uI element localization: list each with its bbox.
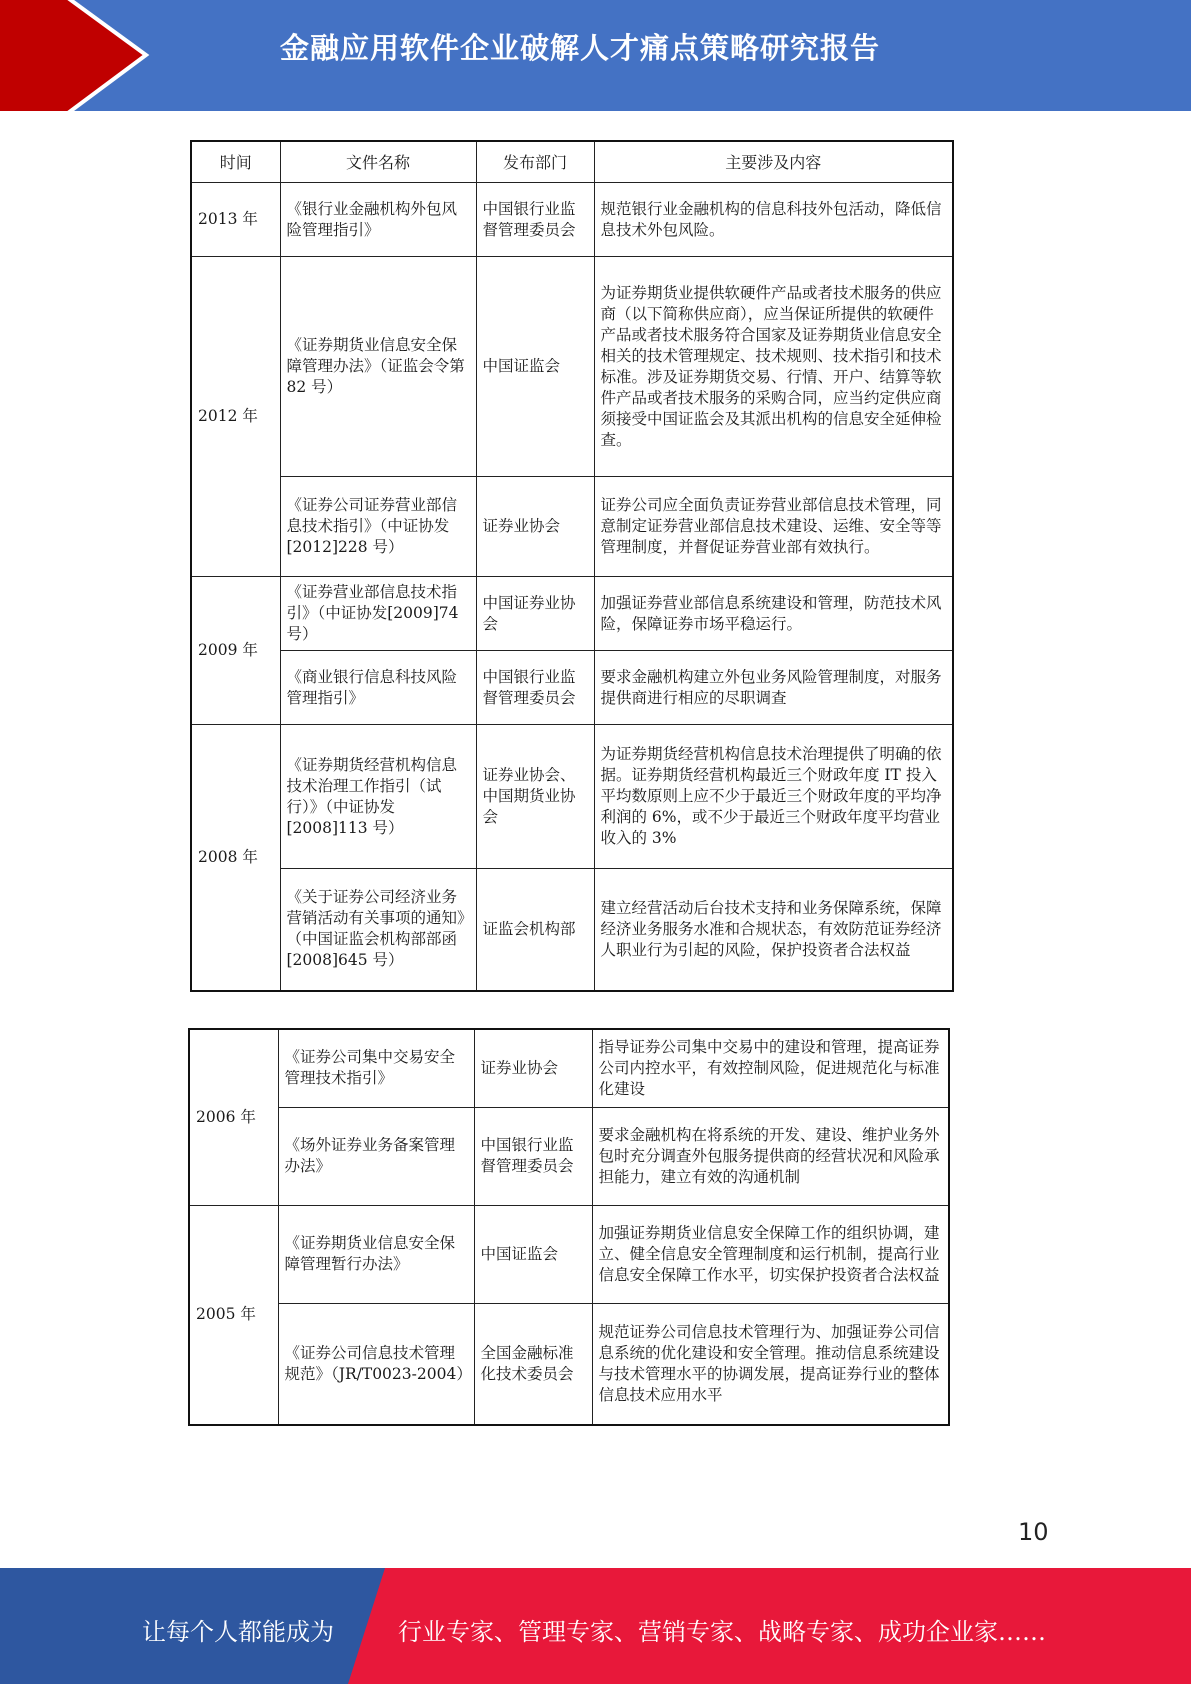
- header-time: 时间: [191, 141, 280, 183]
- content-cell: 加强证券期货业信息安全保障工作的组织协调，建立、健全信息安全管理制度和运行机制，提高行业信息安全保障工作水平，切实保护投资者合法权益: [592, 1205, 949, 1303]
- doc-name-cell: 《商业银行信息科技风险管理指引》: [280, 651, 476, 725]
- dept-cell: 中国银行业监督管理委员会: [474, 1107, 592, 1205]
- table-row: [191, 257, 953, 477]
- header-dept: 发布部门: [476, 141, 594, 183]
- content-cell: 加强证券营业部信息系统建设和管理，防范技术风险，保障证券市场平稳运行。: [594, 577, 953, 651]
- dept-cell: 中国银行业监督管理委员会: [476, 183, 594, 257]
- content-cell: 证券公司应全面负责证券营业部信息技术管理，同意制定证券营业部信息技术建设、运维、安全等等管理制度，并督促证券营业部有效执行。: [594, 477, 953, 577]
- table-row: [191, 725, 953, 869]
- doc-name-cell: 《证券公司信息技术管理规范》（JR/T0023-2004）: [278, 1303, 474, 1425]
- header-doc-name: 文件名称: [280, 141, 476, 183]
- footer-slogan-right: 行业专家、管理专家、营销专家、战略专家、成功企业家……: [398, 1618, 1046, 1646]
- regulation-table: [190, 140, 954, 992]
- report-title: 金融应用软件企业破解人才痛点策略研究报告: [280, 31, 881, 65]
- table-row: [189, 1205, 949, 1303]
- year-cell: 2009 年: [191, 577, 280, 725]
- footer-slogan-left: 让每个人都能成为: [142, 1618, 334, 1646]
- dept-cell: 证券业协会: [476, 477, 594, 577]
- table-row: [189, 1107, 949, 1205]
- dept-cell: 证券业协会: [474, 1029, 592, 1107]
- table-row: [191, 477, 953, 577]
- table-row: [189, 1303, 949, 1425]
- doc-name-cell: 《关于证券公司经济业务营销活动有关事项的通知》（中国证监会机构部部函[2008]645 号）: [280, 869, 476, 991]
- chevron-icon: [0, 0, 160, 111]
- doc-name-cell: 《证券公司集中交易安全管理技术指引》: [278, 1029, 474, 1107]
- content-cell: 指导证券公司集中交易中的建设和管理，提高证券公司内控水平，有效控制风险，促进规范化与标准化建设: [592, 1029, 949, 1107]
- content-cell: 建立经营活动后台技术支持和业务保障系统，保障经济业务服务水准和合规状态，有效防范证券经济人职业行为引起的风险，保护投资者合法权益: [594, 869, 953, 991]
- table-row: [191, 577, 953, 651]
- year-cell: 2008 年: [191, 725, 280, 991]
- regulation-table-continued: [188, 1028, 950, 1426]
- year-cell: 2005 年: [189, 1205, 278, 1425]
- content-cell: 规范证券公司信息技术管理行为、加强证券公司信息系统的优化建设和安全管理。推动信息系统建设与技术管理水平的协调发展，提高证券行业的整体信息技术应用水平: [592, 1303, 949, 1425]
- doc-name-cell: 《银行业金融机构外包风险管理指引》: [280, 183, 476, 257]
- table-header-row: [191, 141, 953, 183]
- doc-name-cell: 《证券营业部信息技术指引》（中证协发[2009]74 号）: [280, 577, 476, 651]
- dept-cell: 中国证监会: [476, 257, 594, 477]
- dept-cell: 证券业协会、中国期货业协会: [476, 725, 594, 869]
- content-cell: 规范银行业金融机构的信息科技外包活动，降低信息技术外包风险。: [594, 183, 953, 257]
- doc-name-cell: 《场外证券业务备案管理办法》: [278, 1107, 474, 1205]
- year-cell: 2013 年: [191, 183, 280, 257]
- year-cell: 2006 年: [189, 1029, 278, 1205]
- table-row: [191, 183, 953, 257]
- doc-name-cell: 《证券期货业信息安全保障管理暂行办法》: [278, 1205, 474, 1303]
- doc-name-cell: 《证券期货经营机构信息技术治理工作指引（试行）》（中证协发[2008]113 号）: [280, 725, 476, 869]
- table-row: [191, 651, 953, 725]
- header-content: 主要涉及内容: [594, 141, 953, 183]
- content-cell: 要求金融机构在将系统的开发、建设、维护业务外包时充分调查外包服务提供商的经营状况和风险承担能力，建立有效的沟通机制: [592, 1107, 949, 1205]
- dept-cell: 中国银行业监督管理委员会: [476, 651, 594, 725]
- dept-cell: 中国证券业协会: [476, 577, 594, 651]
- table-row: [189, 1029, 949, 1107]
- doc-name-cell: 《证券公司证券营业部信息技术指引》（中证协发[2012]228 号）: [280, 477, 476, 577]
- content-cell: 要求金融机构建立外包业务风险管理制度，对服务提供商进行相应的尽职调查: [594, 651, 953, 725]
- doc-name-cell: 《证券期货业信息安全保障管理办法》（证监会令第 82 号）: [280, 257, 476, 477]
- dept-cell: 全国金融标准化技术委员会: [474, 1303, 592, 1425]
- content-cell: 为证券期货业提供软硬件产品或者技术服务的供应商（以下简称供应商），应当保证所提供的软硬件产品或者技术服务符合国家及证券期货业信息安全相关的技术管理规定、技术规则、技术指引和技术标准。涉及证券期货交易、行情、开户、结算等软件产品或者技术服务的采购合同，应当约定供应商须接受中国证监会及其派出机构的信息安全延伸检查。: [594, 257, 953, 477]
- year-cell: 2012 年: [191, 257, 280, 577]
- dept-cell: 中国证监会: [474, 1205, 592, 1303]
- table-row: [191, 869, 953, 991]
- content-cell: 为证券期货经营机构信息技术治理提供了明确的依据。证券期货经营机构最近三个财政年度 IT 投入平均数原则上应不少于最近三个财政年度的平均净利润的 6%，或不少于最近三个财政年度平均营业收入的 3%: [594, 725, 953, 869]
- page-number: 10: [1018, 1518, 1049, 1546]
- header-banner: [0, 0, 1191, 111]
- dept-cell: 证监会机构部: [476, 869, 594, 991]
